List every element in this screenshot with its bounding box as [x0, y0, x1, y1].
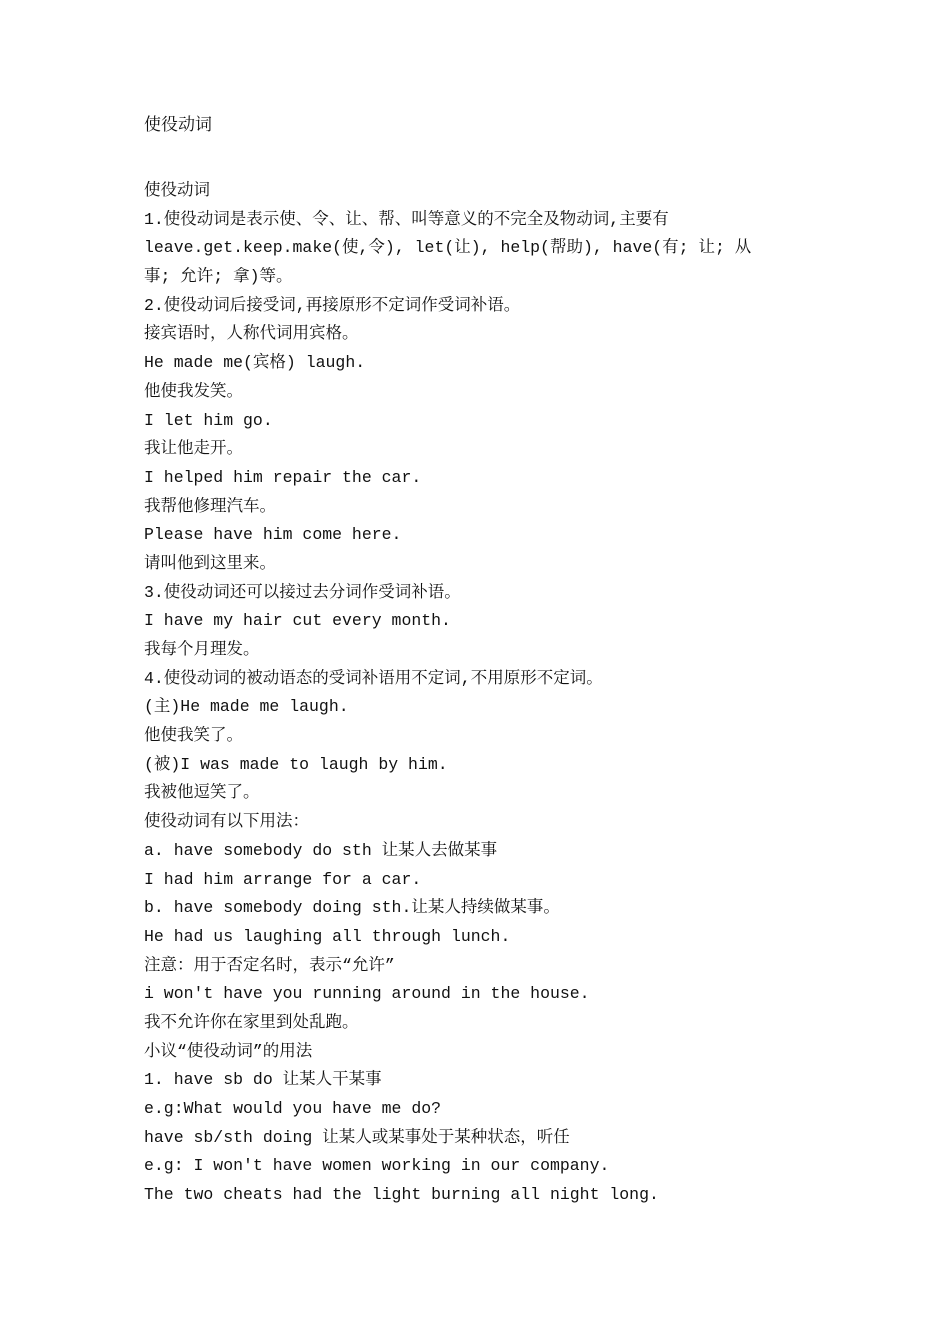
body-line: 4.使役动词的被动语态的受词补语用不定词,不用原形不定词。	[144, 668, 603, 688]
body-line: 2.使役动词后接受词,再接原形不定词作受词补语。	[144, 295, 521, 315]
example-english: Please have him come here.	[144, 525, 402, 545]
usage-line: b. have somebody doing sth.让某人持续做某事。	[144, 898, 560, 918]
body-line: 3.使役动词还可以接过去分词作受词补语。	[144, 582, 461, 602]
example-chinese: 请叫他到这里来。	[144, 553, 276, 573]
example-english: The two cheats had the light burning all night long.	[144, 1185, 659, 1205]
example-english: I helped him repair the car.	[144, 467, 422, 487]
body-line: 使役动词有以下用法：	[144, 812, 309, 832]
example-chinese: 他使我发笑。	[144, 381, 243, 401]
example-english: He had us laughing all through lunch.	[144, 926, 511, 946]
usage-line: 1. have sb do 让某人干某事	[144, 1070, 382, 1090]
example-chinese: 我被他逗笑了。	[144, 783, 260, 803]
example-chinese: 我帮他修理汽车。	[144, 496, 276, 516]
body-line: leave.get.keep.make(使,令), let(让), help(帮助), have(有; 让; 从	[144, 238, 752, 258]
example-english: I have my hair cut every month.	[144, 611, 451, 631]
usage-line: a. have somebody do sth 让某人去做某事	[144, 840, 498, 860]
section-heading: 小议“使役动词”的用法	[144, 1041, 313, 1061]
example-english: (主)He made me laugh.	[144, 697, 349, 717]
example-chinese: 我不允许你在家里到处乱跑。	[144, 1012, 359, 1032]
example-english: He made me(宾格) laugh.	[144, 353, 366, 373]
example-chinese: 我让他走开。	[144, 439, 243, 459]
example-english: e.g: I won't have women working in our company.	[144, 1156, 610, 1176]
body-line: 1.使役动词是表示使、令、让、帮、叫等意义的不完全及物动词,主要有	[144, 209, 669, 229]
body-line: 事; 允许; 拿)等。	[144, 267, 293, 287]
note-line: 注意：用于否定名时，表示“允许”	[144, 955, 395, 975]
document-body	[144, 177, 816, 1210]
example-english: (被)I was made to laugh by him.	[144, 754, 448, 774]
document-title: 使役动词	[144, 115, 212, 135]
example-chinese: 我每个月理发。	[144, 640, 260, 659]
usage-line: have sb/sth doing 让某人或某事处于某种状态，听任	[144, 1127, 570, 1147]
example-chinese: 他使我笑了。	[144, 726, 243, 746]
body-line-heading: 使役动词	[144, 181, 210, 200]
example-english: i won't have you running around in the house.	[144, 984, 590, 1004]
body-line: 接宾语时，人称代词用宾格。	[144, 324, 359, 344]
example-english: e.g:What would you have me do?	[144, 1099, 442, 1118]
example-english: I had him arrange for a car.	[144, 869, 422, 889]
example-english: I let him go.	[144, 410, 273, 430]
